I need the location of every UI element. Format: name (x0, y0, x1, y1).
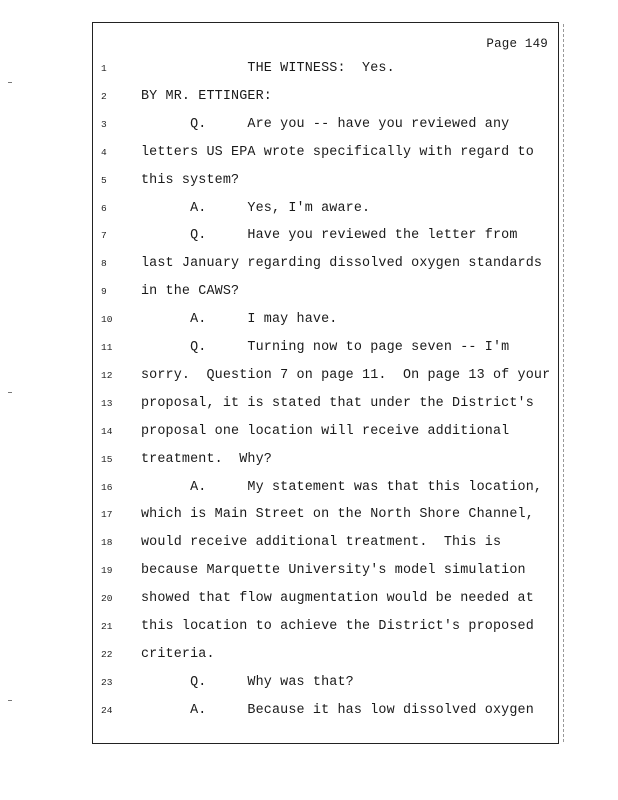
line-text: Q. Why was that? (141, 674, 354, 690)
line-number: 10 (101, 314, 113, 326)
line-number: 4 (101, 146, 107, 158)
line-number: 20 (101, 593, 113, 605)
line-text: criteria. (141, 646, 215, 662)
page-number: Page 149 (486, 37, 548, 51)
transcript-line (93, 61, 558, 81)
line-number: 18 (101, 537, 113, 549)
line-number: 6 (101, 202, 107, 214)
transcript-line (93, 675, 558, 695)
right-margin-rule (563, 24, 564, 742)
line-number: 11 (101, 342, 113, 353)
line-text: A. I may have. (141, 312, 338, 328)
line-text: last January regarding dissolved oxygen standards (141, 256, 543, 272)
line-text: A. Because it has low dissolved oxygen (141, 702, 534, 718)
margin-tick (8, 392, 12, 393)
line-text: because Marquette University's model simulation (141, 563, 526, 579)
line-text: this system? (141, 172, 240, 188)
line-number: 24 (101, 704, 113, 716)
transcript-line (93, 535, 558, 555)
transcript-line (93, 619, 558, 639)
line-number: 5 (101, 174, 107, 186)
line-text: proposal one location will receive additional (141, 423, 510, 439)
line-text: A. Yes, I'm aware. (141, 200, 371, 216)
line-number: 2 (101, 90, 107, 102)
transcript-line (93, 591, 558, 611)
line-text: in the CAWS? (141, 284, 240, 300)
line-number: 16 (101, 481, 113, 493)
transcript-line (93, 256, 558, 276)
transcript-line (93, 173, 558, 193)
line-number: 3 (101, 118, 107, 130)
transcript-line (93, 89, 558, 109)
transcript-page (92, 22, 559, 744)
transcript-line (93, 368, 558, 388)
line-text: A. My statement was that this location, (141, 479, 543, 495)
transcript-line (93, 228, 558, 248)
line-text: letters US EPA wrote specifically with regard to (141, 144, 534, 160)
line-number: 9 (101, 286, 107, 298)
line-text: Q. Turning now to page seven -- I'm (141, 340, 510, 355)
line-number: 13 (101, 397, 113, 409)
line-number: 12 (101, 369, 113, 381)
line-text: BY MR. ETTINGER: (141, 88, 272, 104)
line-text: Q. Have you reviewed the letter from (141, 228, 518, 244)
transcript-line (93, 284, 558, 304)
transcript-line (93, 452, 558, 472)
line-number: 14 (101, 425, 113, 437)
line-text: treatment. Why? (141, 451, 272, 467)
transcript-line (93, 703, 558, 723)
transcript-line (93, 340, 558, 360)
transcript-line (93, 201, 558, 221)
transcript-line (93, 507, 558, 527)
transcript-line (93, 396, 558, 416)
line-number: 17 (101, 509, 113, 521)
transcript-line (93, 117, 558, 137)
line-text: sorry. Question 7 on page 11. On page 13 of your (141, 367, 551, 383)
line-text: which is Main Street on the North Shore Channel, (141, 507, 534, 523)
line-number: 21 (101, 621, 113, 632)
transcript-line (93, 480, 558, 500)
transcript-line (93, 647, 558, 667)
line-number: 19 (101, 565, 113, 577)
line-text: THE WITNESS: Yes. (141, 61, 395, 76)
line-text: Q. Are you -- have you reviewed any (141, 116, 510, 132)
transcript-line (93, 312, 558, 332)
line-text: showed that flow augmentation would be needed at (141, 591, 534, 607)
margin-tick (8, 82, 12, 83)
line-number: 22 (101, 648, 113, 660)
transcript-lines (93, 23, 558, 743)
line-text: this location to achieve the District's proposed (141, 619, 534, 634)
line-number: 15 (101, 453, 113, 465)
margin-tick (8, 700, 12, 701)
line-text: proposal, it is stated that under the District's (141, 395, 534, 411)
transcript-line (93, 145, 558, 165)
line-number: 1 (101, 63, 107, 74)
transcript-line (93, 424, 558, 444)
line-number: 8 (101, 258, 107, 270)
line-text: would receive additional treatment. This is (141, 535, 502, 551)
line-number: 23 (101, 676, 113, 688)
line-number: 7 (101, 230, 107, 242)
transcript-line (93, 563, 558, 583)
